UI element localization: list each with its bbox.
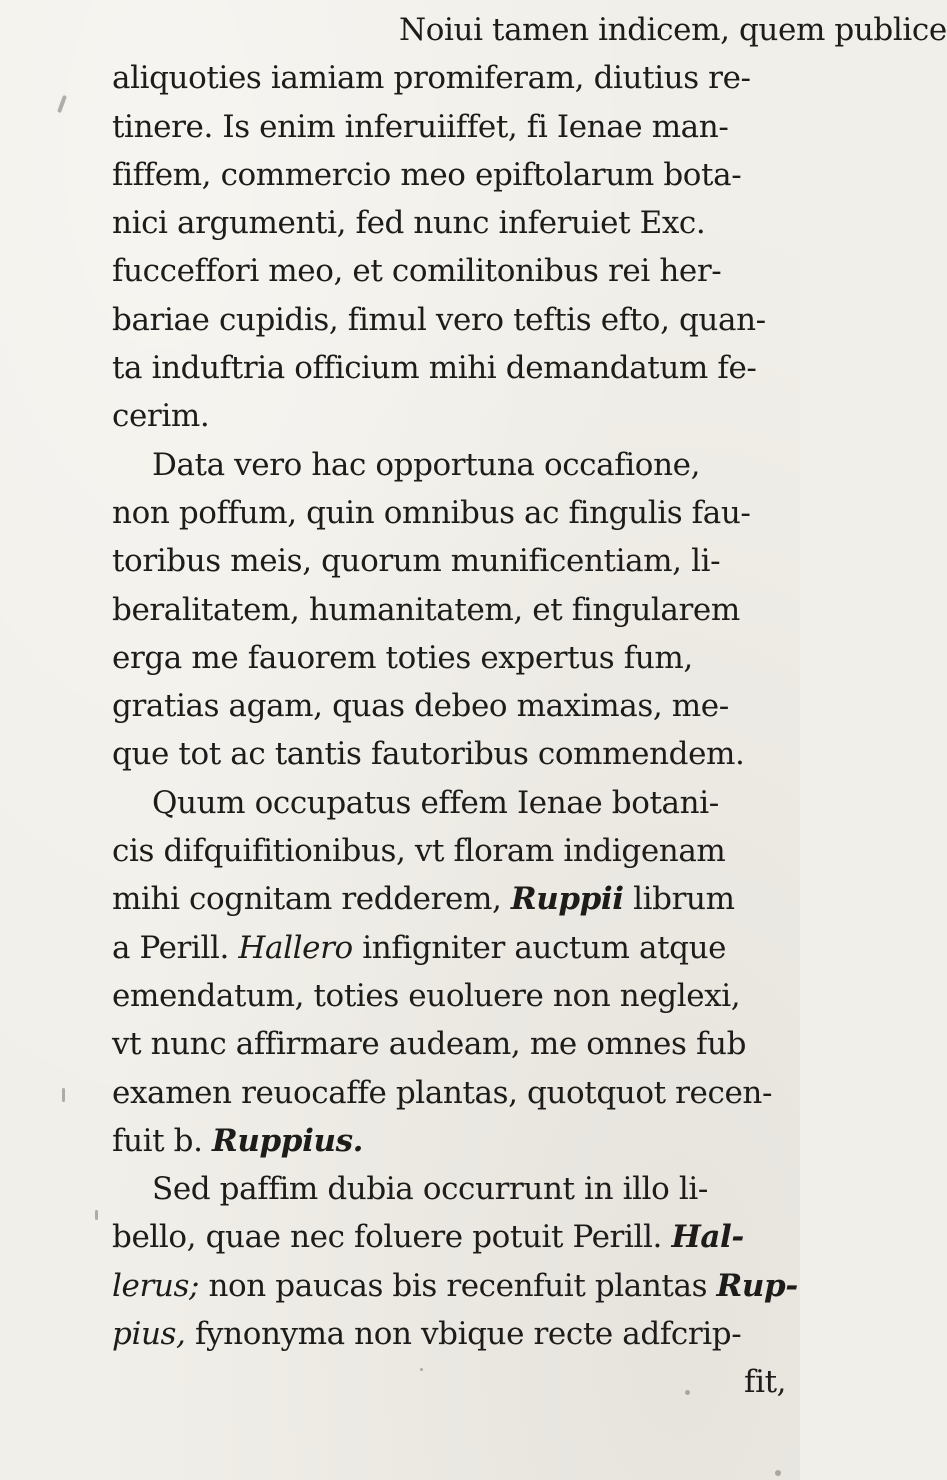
text-line [112, 1213, 800, 1261]
text-run: infigniter auctum atque [352, 929, 727, 966]
text-line [112, 1117, 800, 1165]
text-run: mihi cognitam redderem, [112, 881, 511, 918]
text-run: a Perill. [112, 929, 239, 966]
text-run: bello, quae nec foluere potuit Perill. [112, 1219, 672, 1256]
text-line: gratias agam, quas debeo maximas, me- [112, 688, 729, 725]
paragraph-start-line: Quum occupatus effem Ienae botani- [152, 784, 719, 821]
text-line [112, 875, 800, 923]
italic-name: Hallero [238, 929, 353, 966]
text-line: erga me fauorem toties expertus fum, [112, 639, 693, 676]
text-run: non paucas bis recenfuit plantas [199, 1267, 717, 1304]
text-line: cis difquifitionibus, vt floram indigenam [112, 833, 726, 870]
text-line: nici argumenti, fed nunc inferuiet Exc. [112, 205, 706, 242]
text-line: non poffum, quin omnibus ac fingulis fau- [112, 494, 751, 531]
text-line: cerim. [112, 398, 210, 435]
text-line: beralitatem, humanitatem, et fingularem [112, 591, 740, 628]
text-line: vt nunc affirmare audeam, me omnes fub [112, 1026, 747, 1063]
text-run: fynonyma non vbique recte adfcrip- [185, 1316, 742, 1353]
italic-name: Ruppius. [212, 1122, 364, 1159]
italic-name: lerus; [112, 1267, 199, 1304]
text-line [112, 924, 800, 972]
text-line: examen reuocaffe plantas, quotquot recen- [112, 1074, 773, 1111]
text-line: que tot ac tantis fautoribus commendem. [112, 736, 745, 773]
paragraph-start-line: Data vero hac opportuna occafione, [152, 446, 701, 483]
page-text [112, 6, 947, 1407]
paper-speck [95, 1210, 98, 1220]
italic-name: Hal- [671, 1219, 744, 1256]
paragraph-start-line: Sed paffim dubia occurrunt in illo li- [152, 1171, 708, 1208]
italic-name: pius, [112, 1316, 186, 1353]
text-line [112, 1262, 800, 1310]
text-line: Noiui tamen indicem, quem publice [399, 12, 947, 48]
paper-speck [62, 1088, 65, 1102]
text-run: fuit b. [112, 1122, 213, 1159]
text-line: emendatum, toties euoluere non neglexi, [112, 977, 741, 1014]
italic-name: Ruppii [510, 881, 624, 918]
italic-name: Rup- [716, 1267, 798, 1304]
text-run: librum [623, 881, 735, 918]
paper-speck [685, 1390, 690, 1395]
text-line: toribus meis, quorum munificentiam, li- [112, 543, 721, 580]
text-line: tinere. Is enim inferuiiffet, fi Ienae man- [112, 108, 729, 145]
paper-speck [420, 1368, 423, 1371]
catchword-line: fit, [744, 1364, 787, 1401]
text-line: fucceffori meo, et comilitonibus rei her- [112, 253, 722, 290]
text-line: aliquoties iamiam promiferam, diutius re- [112, 60, 751, 97]
paper-speck [775, 1470, 781, 1476]
text-line [112, 1310, 800, 1358]
text-line: ta induftria officium mihi demandatum fe- [112, 350, 757, 387]
text-line: bariae cupidis, fimul vero teftis efto, quan- [112, 301, 766, 338]
paper-speck [57, 95, 67, 113]
text-line: fiffem, commercio meo epiftolarum bota- [112, 156, 742, 193]
